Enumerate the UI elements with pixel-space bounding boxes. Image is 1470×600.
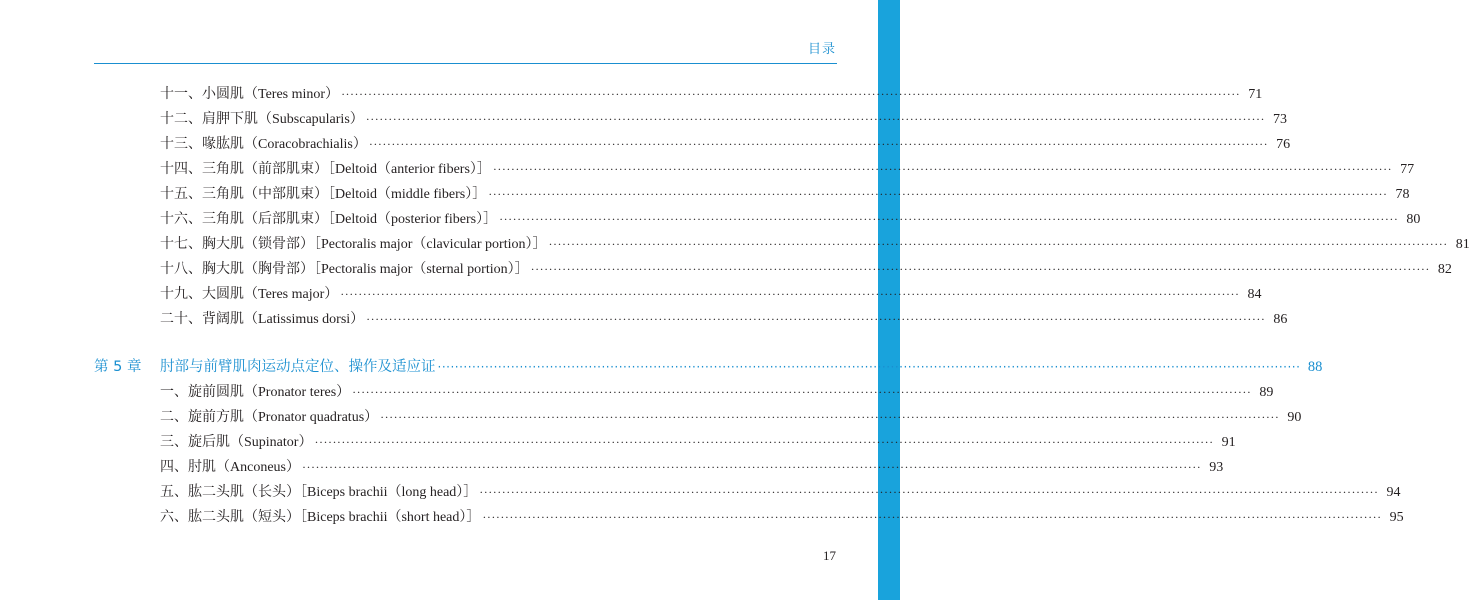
toc-entry-title: 十七、胸大肌（锁骨部）［Pectoralis major（clavicular portion）］	[160, 237, 547, 252]
toc-entry-title: 十二、肩胛下肌（Subscapularis）	[160, 112, 364, 127]
dot-leader: ········································································································································································································	[314, 435, 1214, 449]
chapter-title: 肘部与前臂肌肉运动点定位、操作及适应证	[160, 359, 436, 375]
toc-entry-page: 94	[1386, 485, 1401, 500]
toc-entry-page: 91	[1221, 435, 1236, 450]
toc-entry-title: 一、旋前圆肌（Pronator teres）	[160, 385, 351, 400]
toc-entry-page: 71	[1248, 87, 1263, 102]
dot-leader: ········································································································································································································	[499, 212, 1399, 226]
toc-entry-page: 89	[1259, 385, 1274, 400]
chapter-page-number: 88	[1307, 359, 1323, 375]
toc-entry[interactable]	[160, 382, 1274, 402]
toc-entry-title: 十三、喙肱肌（Coracobrachialis）	[160, 137, 367, 152]
dot-leader: ········································································································································································································	[437, 360, 1301, 374]
toc-chapter-entry[interactable]	[94, 356, 1323, 378]
dot-leader: ········································································································································································································	[368, 137, 1269, 151]
toc-entry-page: 84	[1247, 287, 1262, 302]
toc-entry-title: 六、肱二头肌（短头）［Biceps brachii（short head）］	[160, 510, 481, 525]
dot-leader: ········································································································································································································	[488, 187, 1388, 201]
toc-entry-title: 三、旋后肌（Supinator）	[160, 435, 313, 450]
toc-entry[interactable]	[160, 259, 1452, 279]
toc-entry[interactable]	[160, 234, 1470, 254]
toc-entry[interactable]	[160, 109, 1287, 129]
toc-entry-page: 86	[1273, 312, 1288, 327]
dot-leader: ········································································································································································································	[352, 385, 1252, 399]
toc-entry-page: 80	[1406, 212, 1421, 227]
toc-entry[interactable]	[160, 284, 1262, 304]
dot-leader: ········································································································································································································	[380, 410, 1280, 424]
toc-entry-title: 十九、大圆肌（Teres major）	[160, 287, 339, 302]
toc-entry-title: 十八、胸大肌（胸骨部）［Pectoralis major（sternal portion）］	[160, 262, 529, 277]
toc-entry[interactable]	[160, 457, 1224, 477]
toc-entry-page: 82	[1437, 262, 1452, 277]
toc-entry-page: 76	[1276, 137, 1291, 152]
toc-entry-title: 十五、三角肌（中部肌束）［Deltoid（middle fibers）］	[160, 187, 487, 202]
toc-entry-title: 十一、小圆肌（Teres minor）	[160, 87, 340, 102]
toc-entry-page: 77	[1400, 162, 1415, 177]
header-title: 目录	[807, 42, 836, 57]
toc-entry-page: 95	[1389, 510, 1404, 525]
toc-entry[interactable]	[160, 309, 1288, 329]
toc-entry-title: 二十、背阔肌（Latissimus dorsi）	[160, 312, 365, 327]
toc-entry[interactable]	[160, 407, 1302, 427]
dot-leader: ········································································································································································································	[492, 162, 1393, 176]
toc-entry-page: 93	[1209, 460, 1224, 475]
dot-leader: ········································································································································································································	[340, 287, 1240, 301]
toc-entry[interactable]	[160, 209, 1421, 229]
dot-leader: ········································································································································································································	[548, 237, 1448, 251]
dot-leader: ········································································································································································································	[341, 87, 1241, 101]
toc-entry[interactable]	[160, 84, 1263, 104]
toc-entry-page: 78	[1395, 187, 1410, 202]
dot-leader: ········································································································································································································	[482, 510, 1382, 524]
dot-leader: ········································································································································································································	[479, 485, 1379, 499]
dot-leader: ········································································································································································································	[366, 312, 1266, 326]
dot-leader: ········································································································································································································	[302, 460, 1202, 474]
toc-entry-page: 73	[1272, 112, 1287, 127]
toc-entry[interactable]	[160, 134, 1291, 154]
page-number: 17	[823, 548, 836, 563]
toc-entry-title: 十六、三角肌（后部肌束）［Deltoid（posterior fibers）］	[160, 212, 498, 227]
header-rule	[94, 63, 837, 64]
toc-entry-title: 十四、三角肌（前部肌束）［Deltoid（anterior fibers）］	[160, 162, 491, 177]
toc-entry[interactable]	[160, 482, 1401, 502]
toc-entry-page: 90	[1287, 410, 1302, 425]
toc-entry-title: 四、肘肌（Anconeus）	[160, 460, 300, 475]
chapter-number: 第 5 章	[94, 359, 142, 375]
dot-leader: ········································································································································································································	[530, 262, 1430, 276]
toc-entry[interactable]	[160, 432, 1236, 452]
toc-entry[interactable]	[160, 507, 1404, 527]
toc-entry-title: 五、肱二头肌（长头）［Biceps brachii（long head）］	[160, 485, 478, 500]
toc-entry-title: 二、旋前方肌（Pronator quadratus）	[160, 410, 379, 425]
dot-leader: ········································································································································································································	[365, 112, 1265, 126]
toc-entry-page: 81	[1455, 237, 1470, 252]
toc-entry[interactable]	[160, 184, 1410, 204]
toc-entry[interactable]	[160, 159, 1415, 179]
